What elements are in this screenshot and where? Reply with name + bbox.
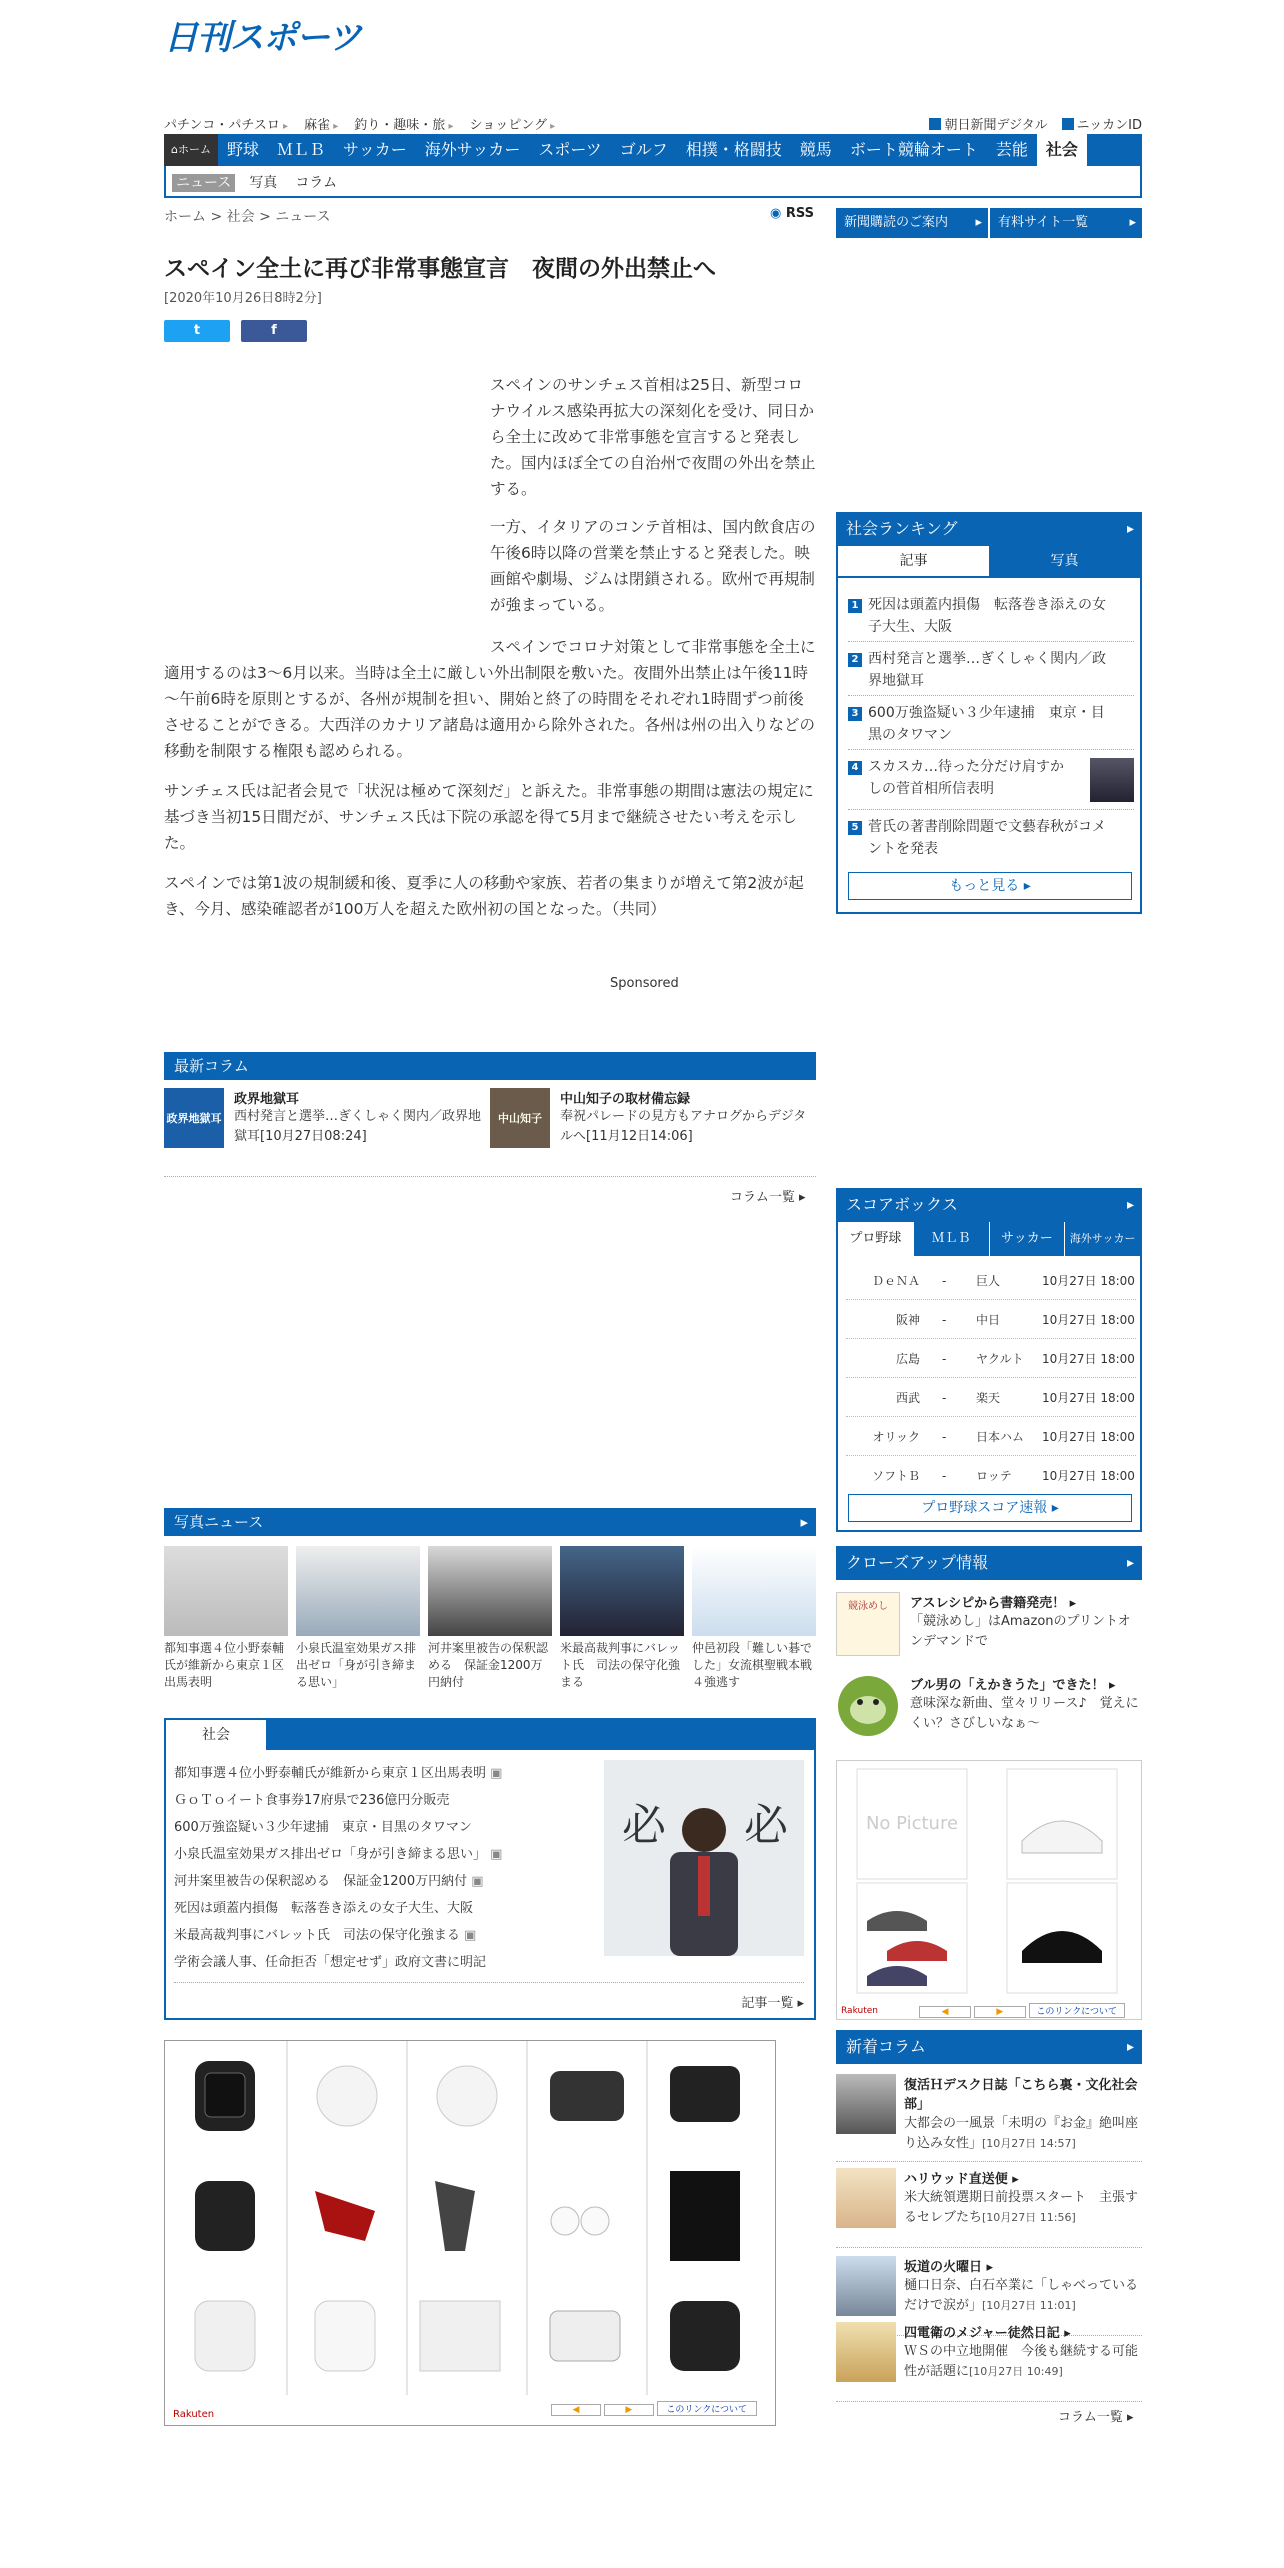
score-live-link[interactable]: プロ野球スコア速報 ▸ [848, 1494, 1132, 1522]
photo-caption: 河井案里被告の保釈認める 保証金1200万円納付 [428, 1641, 549, 1689]
column-title: 四電衛のメジャー徒然日記 ▸ [904, 2326, 1071, 2341]
ranking-more-button[interactable]: もっと見る ▸ [848, 872, 1132, 900]
main-nav [164, 134, 1142, 166]
divider [164, 1176, 816, 1177]
chevron-right-icon: ▸ [800, 1513, 808, 1531]
list-item[interactable]: 都知事選４位小野泰輔氏が維新から東京１区出馬表明 ▣ [174, 1766, 503, 1781]
new-column-item[interactable] [836, 2074, 1142, 2162]
ranking-item[interactable]: 4 スカスカ…待った分だけ肩すかしの菅首相所信表明 [848, 756, 1134, 810]
tab-society[interactable]: 社会 [166, 1720, 266, 1750]
topnav-link-shopping[interactable]: ショッピング ▸ [469, 118, 555, 133]
list-item[interactable]: 河井案里被告の保釈認める 保証金1200万円納付 ▣ [174, 1874, 484, 1889]
article-paragraph: スペインでコロナ対策として非常事態を全土に適用するのは3～6月以来。当時は全土に厳しい外出制限を敷いた。夜間外出禁止は午後11時～午前6時を原則とするが、各州が規制を担い、開始と終了の時間をそれぞれ1時間ずつ前後させることができる。大西洋のカナリア諸島は適用から除外された。各州は州の出入りなどの移動を制限する権限も認められる。 [164, 638, 816, 760]
photo-news-heading: 写真ニュース ▸ [164, 1508, 816, 1536]
society-news-box [164, 1718, 816, 2020]
latest-columns-heading: 最新コラム [164, 1052, 816, 1080]
ranking-tabs [838, 546, 1140, 578]
photo-caption: 米最高裁判事にバレット氏 司法の保守化強まる [560, 1641, 681, 1689]
closeup-heading: クローズアップ情報 ▸ [836, 1546, 1142, 1580]
ranking-box [836, 546, 1142, 914]
id-icon [1062, 118, 1074, 130]
list-item[interactable]: 学術会議人事、任命拒否「想定せず」政府文書に明記 [174, 1955, 487, 1970]
society-news-list [174, 1760, 594, 1976]
nav-sumo-fighting[interactable]: 相撲・格闘技 [685, 140, 782, 159]
column-thumbnail [836, 2256, 896, 2316]
column-list-link[interactable]: コラム一覧 ▸ [730, 1190, 806, 1205]
column-thumbnail [836, 2074, 896, 2134]
nav-baseball[interactable]: 野球 [226, 140, 259, 159]
closeup-title: アスレシピから書籍発売！ ▸ [910, 1596, 1077, 1611]
rakuten-logo: Rakuten [841, 2006, 878, 2016]
paid-sites-button[interactable]: 有料サイト一覧 ▸ [990, 208, 1142, 238]
column-title: 政界地獄耳 [234, 1092, 300, 1107]
svg-text:必: 必 [744, 1800, 788, 1851]
photo-thumbnail [296, 1546, 420, 1636]
rakuten-product-ad[interactable] [836, 1760, 1142, 2020]
rakuten-logo: Rakuten [173, 2409, 215, 2420]
article-paragraph: サンチェス氏は記者会見で「状況は極めて深刻だ」と訴えた。非常事態の期間は憲法の規定に基づき当初15日間だが、サンチェス氏は下院の承認を得て5月まで継続させたい考えを示した。 [164, 782, 814, 852]
list-item[interactable]: ＧｏＴｏイート食事券17府県で236億円分販売 [174, 1793, 450, 1808]
subnav-column[interactable]: コラム [295, 175, 338, 191]
tab-world-soccer[interactable]: 海外サッカー [1064, 1222, 1140, 1256]
home-icon: ⌂ [171, 143, 178, 156]
breadcrumb[interactable]: ホーム > 社会 > ニュース [164, 209, 331, 225]
asahi-icon [929, 118, 941, 130]
column-text: 米大統領選期日前投票スタート 主張するセレブたち[10月27日 11:56] [904, 2190, 1139, 2225]
nav-mlb[interactable]: ＭＬＢ [277, 140, 326, 159]
photo-thumbnail [164, 1546, 288, 1636]
society-feature-photo[interactable] [604, 1760, 804, 1956]
score-row[interactable]: 広島 - ヤクルト 10月27日 18:00 [846, 1340, 1136, 1378]
photo-news-item[interactable] [692, 1546, 816, 1691]
photo-caption: 仲邑初段「難しい碁でした」女流棋聖戦本戦４強逃す [692, 1641, 813, 1689]
ad-about-link[interactable]: このリンクについて [657, 2401, 757, 2416]
column-text: 大都会の一風景「未明の『お金』絶叫座り込み女性」[10月27日 14:57] [904, 2116, 1139, 2151]
ad-next-button[interactable]: ▶ [604, 2404, 654, 2416]
ranking-item[interactable]: 1 死因は頭蓋内損傷 転落巻き添えの女子大生、大阪 [848, 594, 1134, 642]
column-text: ＷＳの中立地開催 今後も継続する可能性が話題に[10月27日 10:49] [904, 2344, 1139, 2379]
asahi-digital-link[interactable]: 朝日新聞デジタル [929, 118, 1047, 133]
camera-icon: ▣ [490, 1766, 503, 1781]
chevron-right-icon: ▸ [1129, 215, 1136, 230]
new-column-item[interactable] [836, 2322, 1142, 2402]
article-paragraph: スペインのサンチェス首相は25日、新型コロナウイルス感染再拡大の深刻化を受け、同日から全土に改めて非常事態を宣言すると発表した。国内ほぼ全ての自治州で夜間の外出を禁止する。 [490, 376, 816, 498]
column-text: 樋口日奈、白石卒業に「しゃべっているだけで涙が」[10月27日 11:01] [904, 2278, 1139, 2313]
photo-caption: 小泉氏温室効果ガス排出ゼロ「身が引き締まる思い」 [296, 1641, 417, 1689]
column-title: 坂道の火曜日 ▸ [904, 2260, 994, 2275]
tab-mlb[interactable]: ＭＬＢ [913, 1222, 989, 1256]
score-row[interactable]: 阪神 - 中日 10月27日 18:00 [846, 1301, 1136, 1339]
subscribe-button[interactable]: 新聞購読のご案内 ▸ [836, 208, 988, 238]
bulldog-icon [836, 1674, 900, 1738]
score-row[interactable]: 西武 - 楽天 10月27日 18:00 [846, 1379, 1136, 1417]
rakuten-prev-button[interactable]: ◀ [919, 2006, 971, 2018]
column-item[interactable] [490, 1088, 810, 1158]
column-item[interactable] [164, 1088, 484, 1158]
scorebox [836, 1222, 1142, 1532]
nav-boat-keirin[interactable]: ボート競輪オート [849, 140, 978, 159]
closeup-title: ブル男の「えかきうた」できた！ ▸ [910, 1678, 1116, 1693]
twitter-icon: t [193, 323, 201, 338]
nav-golf[interactable]: ゴルフ [619, 140, 668, 159]
tab-soccer[interactable]: サッカー [989, 1222, 1065, 1256]
ad-banner-golf[interactable] [164, 2040, 776, 2426]
score-row[interactable]: ＤｅＮＡ - 巨人 10月27日 18:00 [846, 1262, 1136, 1300]
ranking-item[interactable]: 3 600万強盗疑い３少年逮捕 東京・目黒のタワマン [848, 702, 1134, 750]
chevron-right-icon: ▸ [975, 215, 982, 230]
rakuten-next-button[interactable]: ▶ [974, 2006, 1026, 2018]
sponsored-label: Sponsored [610, 976, 679, 991]
list-item[interactable]: 死因は頭蓋内損傷 転落巻き添えの女子大生、大阪 [174, 1901, 474, 1916]
top-utility-nav [164, 114, 1142, 132]
closeup-item[interactable] [836, 1674, 1142, 1744]
rss-icon: ◉ [770, 206, 782, 221]
ad-prev-button[interactable]: ◀ [551, 2404, 601, 2416]
photo-thumbnail [560, 1546, 684, 1636]
ranking-item[interactable]: 5 菅氏の著書削除問題で文藝春秋がコメントを発表 [848, 816, 1134, 864]
column-title: ハリウッド直送便 ▸ [904, 2172, 1019, 2187]
closeup-item[interactable] [836, 1592, 1142, 1662]
camera-icon: ▣ [490, 1847, 503, 1862]
camera-icon: ▣ [471, 1874, 484, 1889]
site-logo[interactable]: 日刊スポーツ [164, 18, 361, 58]
sub-nav [164, 166, 1142, 198]
nav-sports[interactable]: スポーツ [538, 140, 602, 159]
article-list-link[interactable]: 記事一覧 ▸ [741, 1996, 804, 2011]
nav-world-soccer[interactable]: 海外サッカー [424, 140, 521, 159]
photo-caption: 都知事選４位小野泰輔氏が維新から東京１区出馬表明 [164, 1641, 285, 1689]
article-paragraph: 一方、イタリアのコンテ首相は、国内飲食店の午後6時以降の営業を禁止すると発表した。映画館や劇場、ジムは閉鎖される。欧州で再規制が強まっている。 [490, 518, 816, 614]
photo-news-item[interactable] [560, 1546, 684, 1691]
photo-news-item[interactable] [428, 1546, 552, 1691]
new-column-item[interactable] [836, 2168, 1142, 2248]
nav-soccer[interactable]: サッカー [343, 140, 407, 159]
svg-text:必: 必 [622, 1800, 666, 1851]
nav-entertainment[interactable]: 芸能 [995, 140, 1028, 159]
rss-link[interactable]: ◉ RSS [770, 206, 815, 221]
scorebox-tabs [838, 1222, 1140, 1256]
no-picture-placeholder: No Picture [865, 1813, 959, 1834]
tab-photos[interactable]: 写真 [989, 546, 1140, 578]
column-thumbnail [836, 2168, 896, 2228]
society-tabbar [166, 1720, 814, 1750]
subnav-photo[interactable]: 写真 [249, 175, 278, 191]
topnav-link-fishing[interactable]: 釣り・趣味・旅 ▸ [354, 118, 453, 133]
column-thumbnail: 政界地獄耳 [164, 1088, 224, 1148]
tab-npb[interactable]: プロ野球 [838, 1222, 913, 1256]
scorebox-heading: スコアボックス ▸ [836, 1188, 1142, 1222]
facebook-share-button[interactable] [241, 320, 307, 342]
column-text: 奉祝パレードの見方もアナログからデジタルへ[11月12日14:06] [560, 1109, 807, 1144]
article-title: スペイン全土に再び非常事態宣言 夜間の外出禁止へ [164, 256, 716, 282]
tab-articles[interactable]: 記事 [838, 546, 989, 578]
facebook-icon: f [271, 323, 277, 338]
nav-home[interactable]: ⌂ホーム [164, 134, 218, 166]
column-thumbnail [836, 2322, 896, 2382]
camera-icon: ▣ [464, 1928, 477, 1943]
photo-news-item[interactable] [296, 1546, 420, 1691]
list-item[interactable]: 600万強盗疑い３少年逮捕 東京・目黒のタワマン [174, 1820, 472, 1835]
closeup-thumbnail: 競泳めし [836, 1592, 900, 1656]
ranking-thumbnail [1090, 758, 1134, 802]
closeup-text: 「競泳めし」はAmazonのプリントオンデマンドで [910, 1614, 1131, 1649]
list-item[interactable]: 米最高裁判事にバレット氏 司法の保守化強まる ▣ [174, 1928, 477, 1943]
article-paragraph: スペインでは第1波の規制緩和後、夏季に人の移動や家族、若者の集まりが増えて第2波が起き、今月、感染確認者が100万人を超えた欧州初の国となった。（共同） [164, 874, 804, 918]
ranking-heading[interactable]: 社会ランキング ▸ [836, 512, 1142, 546]
article-date: [2020年10月26日8時2分] [164, 291, 322, 306]
divider [174, 1982, 804, 1983]
new-columns-heading[interactable]: 新着コラム ▸ [836, 2030, 1142, 2064]
nav-keiba[interactable]: 競馬 [799, 140, 832, 159]
subnav-news[interactable]: ニュース [172, 174, 235, 192]
photo-thumbnail [428, 1546, 552, 1636]
score-row[interactable]: ソフトＢ - ロッテ 10月27日 18:00 [871, 1469, 1135, 1483]
twitter-share-button[interactable] [164, 320, 230, 342]
photo-thumbnail [692, 1546, 816, 1636]
closeup-text: 意味深な新曲、堂々リリース♪ 覚えにくい？さびしいなぁ～ [910, 1696, 1139, 1731]
photo-news-item[interactable] [164, 1546, 288, 1691]
nav-society[interactable]: 社会 [1037, 134, 1087, 166]
ranking-item[interactable]: 2 西村発言と選挙…ぎくしゃく関内／政界地獄耳 [848, 648, 1134, 696]
nikkan-id-link[interactable]: ニッカンID [1062, 118, 1142, 133]
score-row[interactable]: オリック - 日本ハム 10月27日 18:00 [846, 1418, 1136, 1456]
column-text: 西村発言と選挙…ぎくしゃく関内／政界地獄耳[10月27日08:24] [234, 1109, 482, 1144]
column-thumbnail: 中山知子 [490, 1088, 550, 1148]
column-title: 中山知子の取材備忘録 [560, 1092, 691, 1107]
topnav-link-mahjong[interactable]: 麻雀 ▸ [304, 118, 338, 133]
column-title: 復活Ｈデスク日誌「こちら裏・文化社会部」 [904, 2078, 1138, 2112]
list-item[interactable]: 小泉氏温室効果ガス排出ゼロ「身が引き締まる思い」 ▣ [174, 1847, 503, 1862]
topnav-link-pachinko[interactable]: パチンコ・パチスロ ▸ [164, 118, 288, 133]
new-columns-more-link[interactable]: コラム一覧 ▸ [1058, 2410, 1134, 2425]
rakuten-about-link[interactable]: このリンクについて [1029, 2003, 1125, 2018]
